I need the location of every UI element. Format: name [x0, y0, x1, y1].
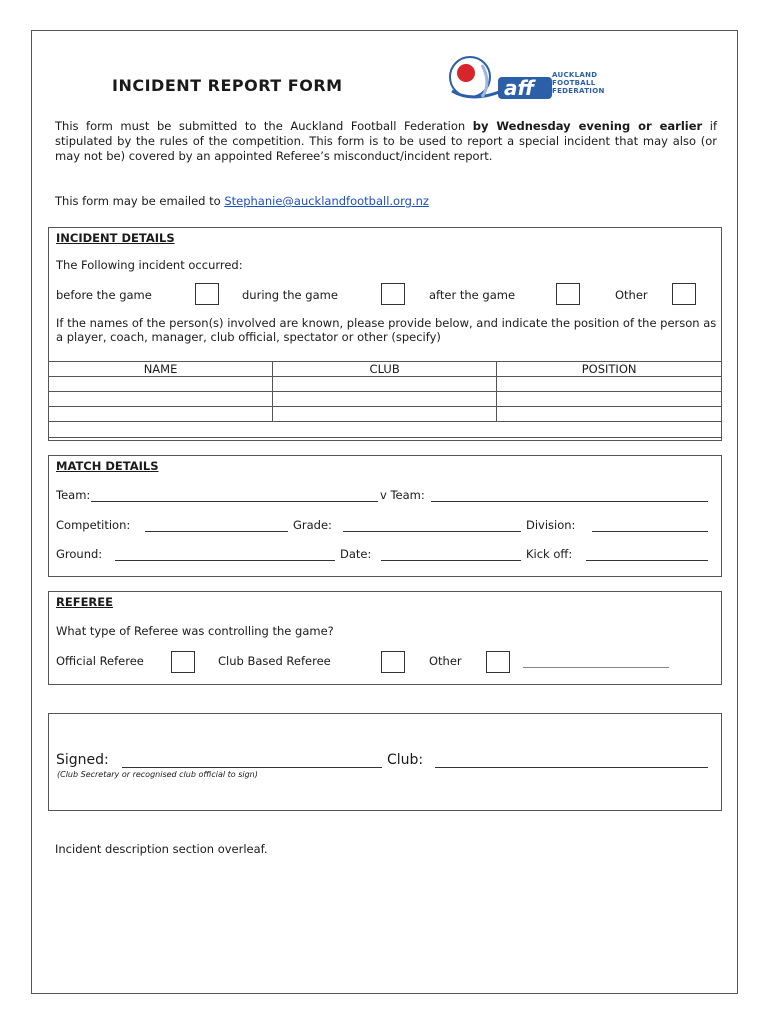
other-referee-field[interactable] — [523, 667, 669, 668]
club-cell[interactable] — [273, 407, 497, 422]
ground-field[interactable] — [115, 560, 335, 561]
club-cell[interactable] — [273, 377, 497, 392]
competition-label: Competition: — [56, 518, 131, 532]
grade-field[interactable] — [343, 531, 521, 532]
table-row — [49, 407, 722, 422]
position-column-header: POSITION — [497, 362, 722, 377]
form-title: INCIDENT REPORT FORM — [112, 76, 343, 95]
match-details-title: MATCH DETAILS — [56, 459, 159, 473]
official-referee-checkbox[interactable] — [171, 651, 195, 673]
date-label: Date: — [340, 547, 372, 561]
team-field[interactable] — [91, 501, 378, 502]
kickoff-field[interactable] — [586, 560, 708, 561]
division-field[interactable] — [592, 531, 708, 532]
before-game-label: before the game — [56, 288, 152, 302]
club-column-header: CLUB — [273, 362, 497, 377]
club-label: Club: — [387, 752, 424, 768]
incident-instructions: If the names of the person(s) involved are known, please provide below, and indicate the position of the person as a player, coach, manager, club official, spectator or other (specify) — [56, 316, 717, 344]
referee-question: What type of Referee was controlling the game? — [56, 624, 334, 638]
signature-section — [48, 713, 722, 811]
other-label: Other — [615, 288, 648, 302]
referee-title: REFEREE — [56, 595, 113, 609]
after-game-checkbox[interactable] — [556, 283, 580, 305]
position-cell[interactable] — [497, 392, 722, 407]
match-details-section — [48, 455, 722, 577]
club-based-referee-checkbox[interactable] — [381, 651, 405, 673]
referee-section — [48, 591, 722, 685]
table-row — [49, 377, 722, 392]
after-game-label: after the game — [429, 288, 516, 302]
position-cell[interactable] — [497, 407, 722, 422]
official-referee-label: Official Referee — [56, 654, 144, 668]
table-row — [49, 392, 722, 407]
incident-details-title: INCIDENT DETAILS — [56, 231, 175, 245]
intro-paragraph: This form must be submitted to the Auckland Football Federation by Wednesday evening or earlier if stipulated by the rules of the competition. This form is to be used to report a special incident that may also (or may not be) covered by an appointed Referee’s misconduct/incident report. — [55, 119, 717, 163]
people-table-header — [49, 362, 722, 377]
club-based-referee-label: Club Based Referee — [218, 654, 331, 668]
other-referee-label: Other — [429, 654, 462, 668]
logo-text: AUCKLAND FOOTBALL FEDERATION — [552, 71, 605, 95]
name-cell[interactable] — [49, 407, 273, 422]
v-team-field[interactable] — [431, 501, 708, 502]
signed-field[interactable] — [122, 767, 382, 768]
division-label: Division: — [526, 518, 576, 532]
grade-label: Grade: — [293, 518, 332, 532]
position-cell[interactable] — [497, 377, 722, 392]
v-team-label: v Team: — [380, 488, 425, 502]
email-link[interactable]: Stephanie@aucklandfootball.org.nz — [224, 194, 429, 208]
kickoff-label: Kick off: — [526, 547, 573, 561]
during-game-label: during the game — [242, 288, 338, 302]
incident-occurred-label: The Following incident occurred: — [56, 258, 243, 272]
table-row — [49, 422, 722, 438]
other-checkbox[interactable] — [672, 283, 696, 305]
svg-text:aff: aff — [504, 76, 535, 100]
during-game-checkbox[interactable] — [381, 283, 405, 305]
name-cell[interactable] — [49, 392, 273, 407]
signature-note: (Club Secretary or recognised club official to sign) — [57, 770, 258, 779]
date-field[interactable] — [381, 560, 521, 561]
form-page — [31, 30, 738, 994]
before-game-checkbox[interactable] — [195, 283, 219, 305]
spare-row-cell[interactable] — [49, 422, 722, 438]
club-cell[interactable] — [273, 392, 497, 407]
name-column-header: NAME — [49, 362, 273, 377]
people-table — [48, 361, 722, 438]
competition-field[interactable] — [145, 531, 288, 532]
ground-label: Ground: — [56, 547, 103, 561]
team-label: Team: — [56, 488, 91, 502]
name-cell[interactable] — [49, 377, 273, 392]
club-field[interactable] — [435, 767, 708, 768]
signed-label: Signed: — [56, 752, 109, 768]
other-referee-checkbox[interactable] — [486, 651, 510, 673]
footer-note: Incident description section overleaf. — [55, 842, 268, 856]
email-line: This form may be emailed to Stephanie@aucklandfootball.org.nz — [55, 194, 429, 208]
